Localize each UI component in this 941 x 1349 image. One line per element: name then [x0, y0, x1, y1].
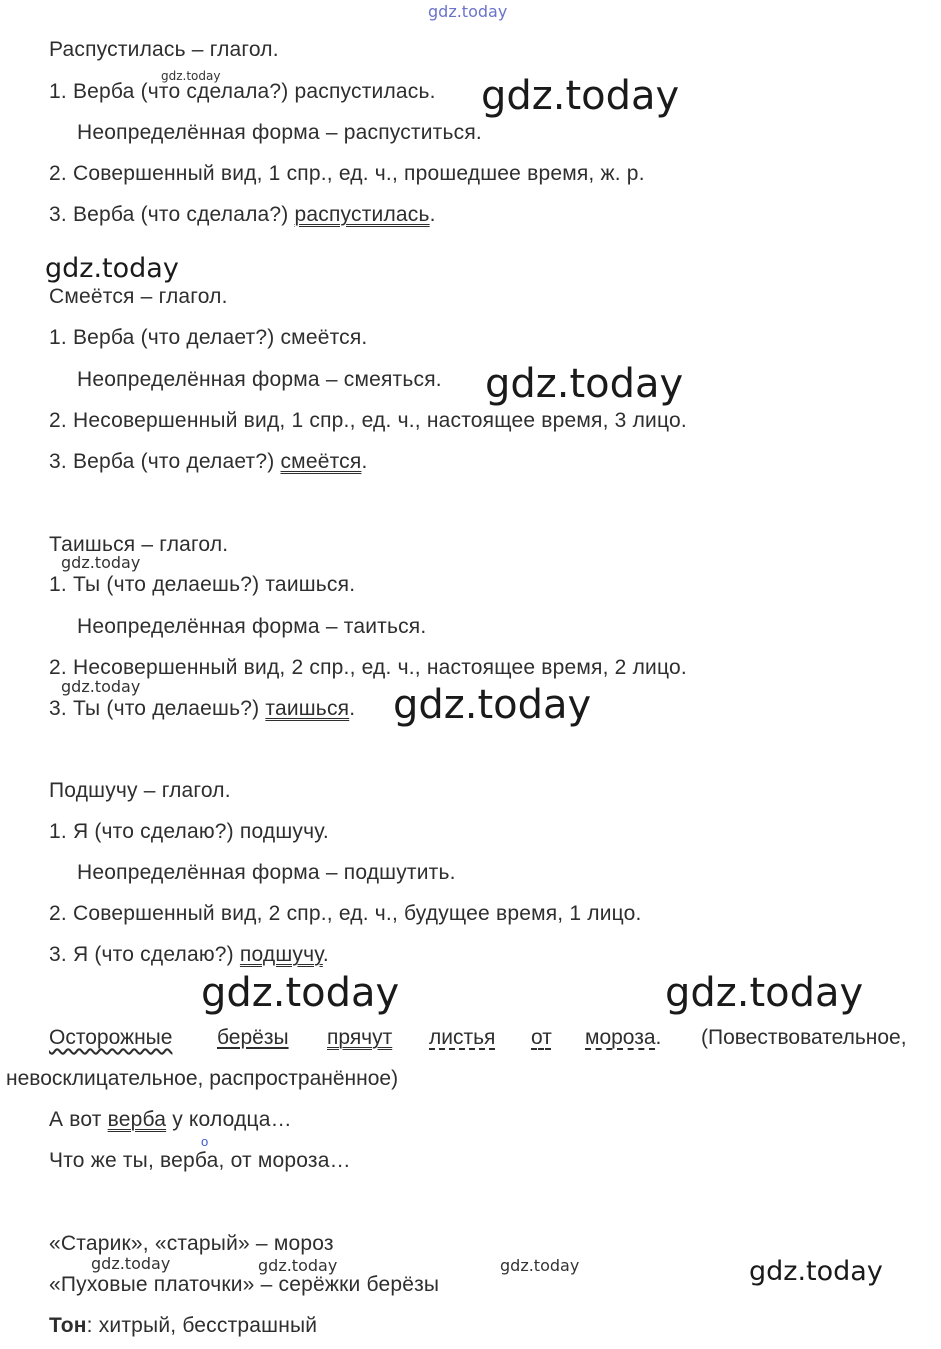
final-line1: «Старик», «старый» – мороз [49, 1232, 334, 1255]
s4-line3-pre: 3. Я (что сделаю?) [49, 943, 240, 966]
poem-line2: Что же ты, верба, от мороза… [49, 1149, 351, 1172]
s3-line1: 1. Ты (что делаешь?) таишься. [49, 573, 356, 596]
sentence-w5 [531, 1025, 552, 1051]
watermark-mid: gdz.today [45, 253, 179, 284]
watermark-mid: gdz.today [749, 1256, 883, 1287]
sentence-word-2: берёзы [217, 1026, 289, 1049]
s4-line3-word: подшучу [239, 943, 323, 966]
sentence-note2: невосклицательное, распространённое) [6, 1067, 399, 1090]
poem-line1-word: верба [107, 1108, 167, 1131]
s1-title: Распустилась – глагол. [49, 38, 279, 61]
s2-line1b: Неопределённая форма – смеяться. [77, 368, 442, 391]
watermark-big: gdz.today [201, 970, 400, 1016]
s1-line3-word: распустилась [294, 203, 430, 226]
sentence-word-1: Осторожные [49, 1026, 173, 1049]
s4-line1: 1. Я (что сделаю?) подшучу. [49, 820, 329, 843]
s4-line2: 2. Совершенный вид, 2 спр., ед. ч., будущее время, 1 лицо. [49, 902, 642, 925]
s4-title: Подшучу – глагол. [49, 779, 231, 802]
sentence-word-6: мороза [585, 1026, 656, 1049]
s4-line3-post: . [322, 943, 329, 966]
s2-line3-post: . [361, 450, 368, 473]
sentence-note1: (Повествовательное, [701, 1026, 907, 1049]
s1-line3-post: . [429, 203, 436, 226]
s1-line3-pre: 3. Верба (что сделала?) [49, 203, 295, 226]
watermark-small: gdz.today [61, 677, 141, 696]
sentence-w6 [585, 1025, 661, 1051]
s2-title: Смеётся – глагол. [49, 285, 228, 308]
s4-line1b: Неопределённая форма – подшутить. [77, 861, 456, 884]
s2-line3-pre: 3. Верба (что делает?) [49, 450, 281, 473]
handwritten-mark: о [201, 1134, 209, 1149]
s2-line2: 2. Несовершенный вид, 1 спр., ед. ч., настоящее время, 3 лицо. [49, 409, 687, 432]
final-line2: «Пуховые платочки» – серёжки берёзы [49, 1273, 440, 1296]
sentence-w4 [429, 1025, 495, 1051]
sentence-w2 [217, 1025, 289, 1051]
watermark-small: gdz.today [91, 1254, 171, 1273]
s3-line2: 2. Несовершенный вид, 2 спр., ед. ч., настоящее время, 2 лицо. [49, 656, 687, 679]
s3-title: Таишься – глагол. [49, 533, 229, 556]
s3-line3 [49, 696, 355, 722]
sentence-w1 [49, 1025, 172, 1051]
s3-line3-post: . [349, 697, 356, 720]
s3-line1b: Неопределённая форма – таиться. [77, 615, 427, 638]
watermark-small: gdz.today [258, 1256, 338, 1275]
s2-line1: 1. Верба (что делает?) смеётся. [49, 326, 368, 349]
sentence-word-3: прячут [327, 1026, 393, 1049]
poem-line1-pre: А вот [49, 1108, 108, 1131]
watermark-small: gdz.today [500, 1256, 580, 1275]
poem-line1 [49, 1107, 292, 1133]
s1-line1: 1. Верба (что сделала?) распустилась. [49, 80, 436, 103]
sentence-w3 [327, 1025, 392, 1051]
watermark-top: gdz.today [428, 2, 508, 21]
s2-line3 [49, 449, 367, 475]
watermark-small: gdz.today [61, 553, 141, 572]
s1-line1b: Неопределённая форма – распуститься. [77, 121, 482, 144]
s3-line3-pre: 3. Ты (что делаешь?) [49, 697, 266, 720]
s1-line3 [49, 202, 436, 228]
final-line3-label: Тон [49, 1314, 87, 1337]
sentence-word-4: листья [429, 1026, 496, 1049]
s4-line3 [49, 942, 329, 968]
s1-line2: 2. Совершенный вид, 1 спр., ед. ч., прошедшее время, ж. р. [49, 162, 645, 185]
final-line3-text: : хитрый, бесстрашный [86, 1314, 318, 1337]
s3-line3-word: таишься [265, 697, 350, 720]
watermark-big: gdz.today [485, 361, 684, 407]
sentence-end: . [655, 1026, 662, 1049]
final-line3 [49, 1313, 317, 1339]
s2-line3-word: смеётся [280, 450, 362, 473]
watermark-big: gdz.today [481, 73, 680, 119]
watermark-big: gdz.today [393, 682, 592, 728]
poem-line1-post: у колодца… [166, 1108, 292, 1131]
watermark-small: gdz.today [161, 69, 221, 83]
sentence-word-5: от [531, 1026, 552, 1049]
watermark-big: gdz.today [665, 970, 864, 1016]
